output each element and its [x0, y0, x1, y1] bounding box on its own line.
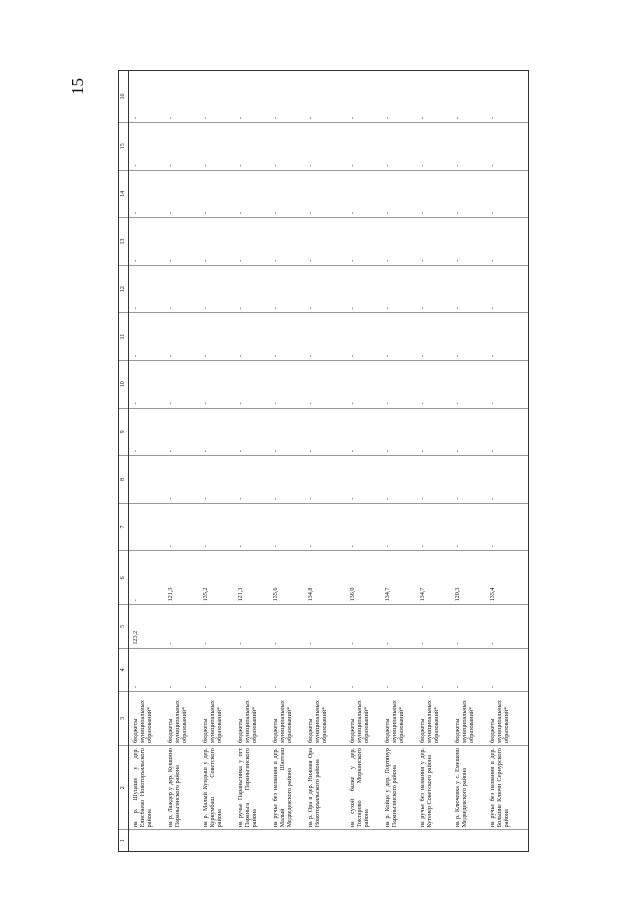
- cell-col-2: на р. Малый Кундыш у дер. Куркумбаш Советского района: [199, 746, 234, 830]
- cell-col-13: -: [164, 218, 199, 266]
- page-number: 15: [68, 78, 87, 95]
- cell-col-3: бюджеты муниципальных образований*: [416, 691, 451, 745]
- cell-col-2: на р. Шуцаше у дер. Елисбаево Новоторъяльского района: [129, 746, 165, 830]
- cell-col-12: -: [234, 265, 269, 313]
- cell-col-15: -: [269, 122, 304, 170]
- cell-col-3: бюджеты муниципальных образований*: [381, 691, 416, 745]
- cell-col-1: [129, 830, 165, 852]
- cell-col-3: бюджеты муниципальных образований*: [129, 691, 165, 745]
- cell-col-9: -: [486, 408, 529, 456]
- column-header-4: 4: [119, 648, 129, 691]
- cell-col-4: -: [164, 648, 199, 691]
- cell-col-4: -: [129, 648, 165, 691]
- cell-col-3: бюджеты муниципальных образований*: [269, 691, 304, 745]
- cell-col-6: 135,2: [199, 551, 234, 605]
- cell-col-11: -: [164, 313, 199, 361]
- cell-col-12: -: [451, 265, 486, 313]
- cell-col-11: -: [416, 313, 451, 361]
- cell-col-6: 136,0: [346, 551, 381, 605]
- cell-col-1: [269, 830, 304, 852]
- column-header-15: 15: [119, 122, 129, 170]
- cell-col-10: -: [199, 360, 234, 408]
- cell-col-4: -: [381, 648, 416, 691]
- column-header-6: 6: [119, 551, 129, 605]
- cell-col-4: -: [304, 648, 346, 691]
- cell-col-11: -: [486, 313, 529, 361]
- cell-col-5: -: [416, 605, 451, 648]
- cell-col-1: [416, 830, 451, 852]
- table-row: [304, 71, 346, 852]
- table-row: [129, 71, 165, 852]
- cell-col-9: -: [416, 408, 451, 456]
- cell-col-9: -: [164, 408, 199, 456]
- cell-col-14: -: [199, 170, 234, 218]
- cell-col-10: -: [129, 360, 165, 408]
- cell-col-11: -: [304, 313, 346, 361]
- cell-col-6: 134,7: [381, 551, 416, 605]
- cell-col-4: -: [451, 648, 486, 691]
- column-header-16: 16: [119, 71, 129, 123]
- cell-col-11: -: [199, 313, 234, 361]
- budget-table: [118, 70, 529, 852]
- column-header-8: 8: [119, 456, 129, 504]
- cell-col-6: 134,7: [416, 551, 451, 605]
- cell-col-9: -: [451, 408, 486, 456]
- cell-col-5: -: [451, 605, 486, 648]
- cell-col-10: -: [486, 360, 529, 408]
- column-number-header: [119, 71, 129, 852]
- rotated-table-container: [118, 70, 528, 852]
- cell-col-11: -: [451, 313, 486, 361]
- table-row: [451, 71, 486, 852]
- cell-col-8: -: [451, 456, 486, 504]
- table-row: [486, 71, 529, 852]
- table-row: [416, 71, 451, 852]
- table-row: [269, 71, 304, 852]
- cell-col-7: -: [486, 503, 529, 551]
- cell-col-5: -: [486, 605, 529, 648]
- cell-col-9: -: [199, 408, 234, 456]
- cell-col-14: -: [129, 170, 165, 218]
- cell-col-6: 120,3: [451, 551, 486, 605]
- cell-col-1: [381, 830, 416, 852]
- cell-col-5: -: [234, 605, 269, 648]
- cell-col-6: 135,6: [269, 551, 304, 605]
- cell-col-15: -: [416, 122, 451, 170]
- cell-col-8: -: [486, 456, 529, 504]
- cell-col-2: на р. Ключевка у с. Емешево Медведевского района: [451, 746, 486, 830]
- cell-col-8: -: [269, 456, 304, 504]
- column-header-5: 5: [119, 605, 129, 648]
- cell-col-13: -: [416, 218, 451, 266]
- cell-col-3: бюджеты муниципальных образований*: [346, 691, 381, 745]
- column-header-1: 1: [119, 830, 129, 852]
- cell-col-7: -: [416, 503, 451, 551]
- cell-col-14: -: [451, 170, 486, 218]
- cell-col-2: на сухой балке у дер. Токтарово Моркинского района: [346, 746, 381, 830]
- cell-col-14: -: [304, 170, 346, 218]
- cell-col-16: -: [164, 71, 199, 123]
- cell-col-4: -: [234, 648, 269, 691]
- cell-col-11: -: [269, 313, 304, 361]
- cell-col-1: [234, 830, 269, 852]
- cell-col-14: -: [486, 170, 529, 218]
- cell-col-15: -: [451, 122, 486, 170]
- cell-col-8: -: [234, 456, 269, 504]
- cell-col-8: -: [416, 456, 451, 504]
- cell-col-10: -: [164, 360, 199, 408]
- cell-col-5: 123,2: [129, 605, 165, 648]
- cell-col-9: -: [381, 408, 416, 456]
- cell-col-16: -: [129, 71, 165, 123]
- cell-col-15: -: [234, 122, 269, 170]
- cell-col-15: -: [304, 122, 346, 170]
- cell-col-12: -: [416, 265, 451, 313]
- table-row: [346, 71, 381, 852]
- cell-col-12: -: [304, 265, 346, 313]
- cell-col-12: -: [269, 265, 304, 313]
- cell-col-12: -: [346, 265, 381, 313]
- cell-col-9: -: [269, 408, 304, 456]
- cell-col-2: на р. Ора в дер. Нижняя Ора Новоторъяльского района: [304, 746, 346, 830]
- column-header-10: 10: [119, 360, 129, 408]
- cell-col-4: -: [269, 648, 304, 691]
- cell-col-3: бюджеты муниципальных образований*: [304, 691, 346, 745]
- cell-col-11: -: [381, 313, 416, 361]
- column-header-3: 3: [119, 691, 129, 745]
- cell-col-1: [199, 830, 234, 852]
- column-header-12: 12: [119, 265, 129, 313]
- cell-col-13: -: [486, 218, 529, 266]
- cell-col-6: 135,4: [486, 551, 529, 605]
- cell-col-7: -: [346, 503, 381, 551]
- cell-col-15: -: [129, 122, 165, 170]
- cell-col-11: -: [234, 313, 269, 361]
- cell-col-7: -: [381, 503, 416, 551]
- cell-col-14: -: [381, 170, 416, 218]
- cell-col-9: -: [129, 408, 165, 456]
- cell-col-13: -: [199, 218, 234, 266]
- cell-col-8: -: [199, 456, 234, 504]
- cell-col-14: -: [416, 170, 451, 218]
- cell-col-1: [451, 830, 486, 852]
- cell-col-7: -: [164, 503, 199, 551]
- cell-col-3: бюджеты муниципальных образований*: [199, 691, 234, 745]
- cell-col-16: -: [451, 71, 486, 123]
- cell-col-15: -: [164, 122, 199, 170]
- cell-col-2: на ручье без названия у дер. Кутенер Советского района: [416, 746, 451, 830]
- cell-col-8: -: [346, 456, 381, 504]
- cell-col-13: -: [451, 218, 486, 266]
- cell-col-13: -: [234, 218, 269, 266]
- cell-col-5: -: [381, 605, 416, 648]
- cell-col-13: -: [304, 218, 346, 266]
- cell-col-14: -: [269, 170, 304, 218]
- cell-col-16: -: [304, 71, 346, 123]
- cell-col-6: 121,3: [164, 551, 199, 605]
- cell-col-11: -: [346, 313, 381, 361]
- column-header-2: 2: [119, 746, 129, 830]
- cell-col-7: [129, 503, 165, 551]
- cell-col-7: -: [451, 503, 486, 551]
- cell-col-2: на ручье без названия в дер. Малый Шапташ Медведевского района: [269, 746, 304, 830]
- column-header-11: 11: [119, 313, 129, 361]
- cell-col-12: -: [199, 265, 234, 313]
- cell-col-16: -: [234, 71, 269, 123]
- cell-col-5: -: [199, 605, 234, 648]
- column-header-7: 7: [119, 503, 129, 551]
- table-row: [164, 71, 199, 852]
- cell-col-9: -: [304, 408, 346, 456]
- cell-col-2: на ручье Параньгинка у пгт Параньга Параньгинского района: [234, 746, 269, 830]
- cell-col-8: -: [304, 456, 346, 504]
- cell-col-9: -: [346, 408, 381, 456]
- cell-col-15: -: [199, 122, 234, 170]
- cell-col-8: -: [164, 456, 199, 504]
- cell-col-16: -: [381, 71, 416, 123]
- column-header-13: 13: [119, 218, 129, 266]
- cell-col-8: [129, 456, 165, 504]
- cell-col-14: -: [164, 170, 199, 218]
- cell-col-5: -: [269, 605, 304, 648]
- cell-col-1: [164, 830, 199, 852]
- cell-col-8: -: [381, 456, 416, 504]
- cell-col-1: [304, 830, 346, 852]
- cell-col-10: -: [234, 360, 269, 408]
- cell-col-12: -: [486, 265, 529, 313]
- cell-col-10: -: [416, 360, 451, 408]
- cell-col-11: -: [129, 313, 165, 361]
- column-header-14: 14: [119, 170, 129, 218]
- cell-col-6: -: [129, 551, 165, 605]
- cell-col-7: -: [234, 503, 269, 551]
- cell-col-12: -: [381, 265, 416, 313]
- cell-col-16: -: [269, 71, 304, 123]
- table-row: [381, 71, 416, 852]
- cell-col-12: -: [164, 265, 199, 313]
- cell-col-13: -: [346, 218, 381, 266]
- cell-col-10: -: [346, 360, 381, 408]
- cell-col-12: -: [129, 265, 165, 313]
- cell-col-16: -: [486, 71, 529, 123]
- cell-col-15: -: [346, 122, 381, 170]
- cell-col-10: -: [451, 360, 486, 408]
- cell-col-13: -: [129, 218, 165, 266]
- cell-col-13: -: [269, 218, 304, 266]
- cell-col-3: бюджеты муниципальных образований*: [486, 691, 529, 745]
- cell-col-15: -: [381, 122, 416, 170]
- cell-col-4: -: [199, 648, 234, 691]
- cell-col-16: -: [346, 71, 381, 123]
- cell-col-14: -: [234, 170, 269, 218]
- cell-col-7: -: [199, 503, 234, 551]
- cell-col-14: -: [346, 170, 381, 218]
- cell-col-6: 134,8: [304, 551, 346, 605]
- cell-col-2: на р. Лаждер у дер. Кувшино Параньгинского района: [164, 746, 199, 830]
- cell-col-2: на р. Койца у дер. Портянур Параньгинского района: [381, 746, 416, 830]
- cell-col-1: [486, 830, 529, 852]
- cell-col-3: бюджеты муниципальных образований*: [234, 691, 269, 745]
- cell-col-5: -: [304, 605, 346, 648]
- column-header-9: 9: [119, 408, 129, 456]
- table-row: [199, 71, 234, 852]
- cell-col-13: -: [381, 218, 416, 266]
- cell-col-16: -: [199, 71, 234, 123]
- cell-col-16: -: [416, 71, 451, 123]
- cell-col-5: -: [346, 605, 381, 648]
- cell-col-10: -: [269, 360, 304, 408]
- cell-col-7: -: [269, 503, 304, 551]
- cell-col-6: 121,3: [234, 551, 269, 605]
- cell-col-3: бюджеты муниципальных образований*: [164, 691, 199, 745]
- cell-col-10: -: [381, 360, 416, 408]
- cell-col-4: -: [416, 648, 451, 691]
- table-row: [234, 71, 269, 852]
- cell-col-2: на ручье без названия в дер. Большие Ключи Сернурского района: [486, 746, 529, 830]
- cell-col-7: -: [304, 503, 346, 551]
- cell-col-5: -: [164, 605, 199, 648]
- cell-col-1: [346, 830, 381, 852]
- cell-col-4: -: [346, 648, 381, 691]
- cell-col-3: бюджеты муниципальных образований*: [451, 691, 486, 745]
- cell-col-15: -: [486, 122, 529, 170]
- cell-col-4: -: [486, 648, 529, 691]
- cell-col-9: -: [234, 408, 269, 456]
- cell-col-10: -: [304, 360, 346, 408]
